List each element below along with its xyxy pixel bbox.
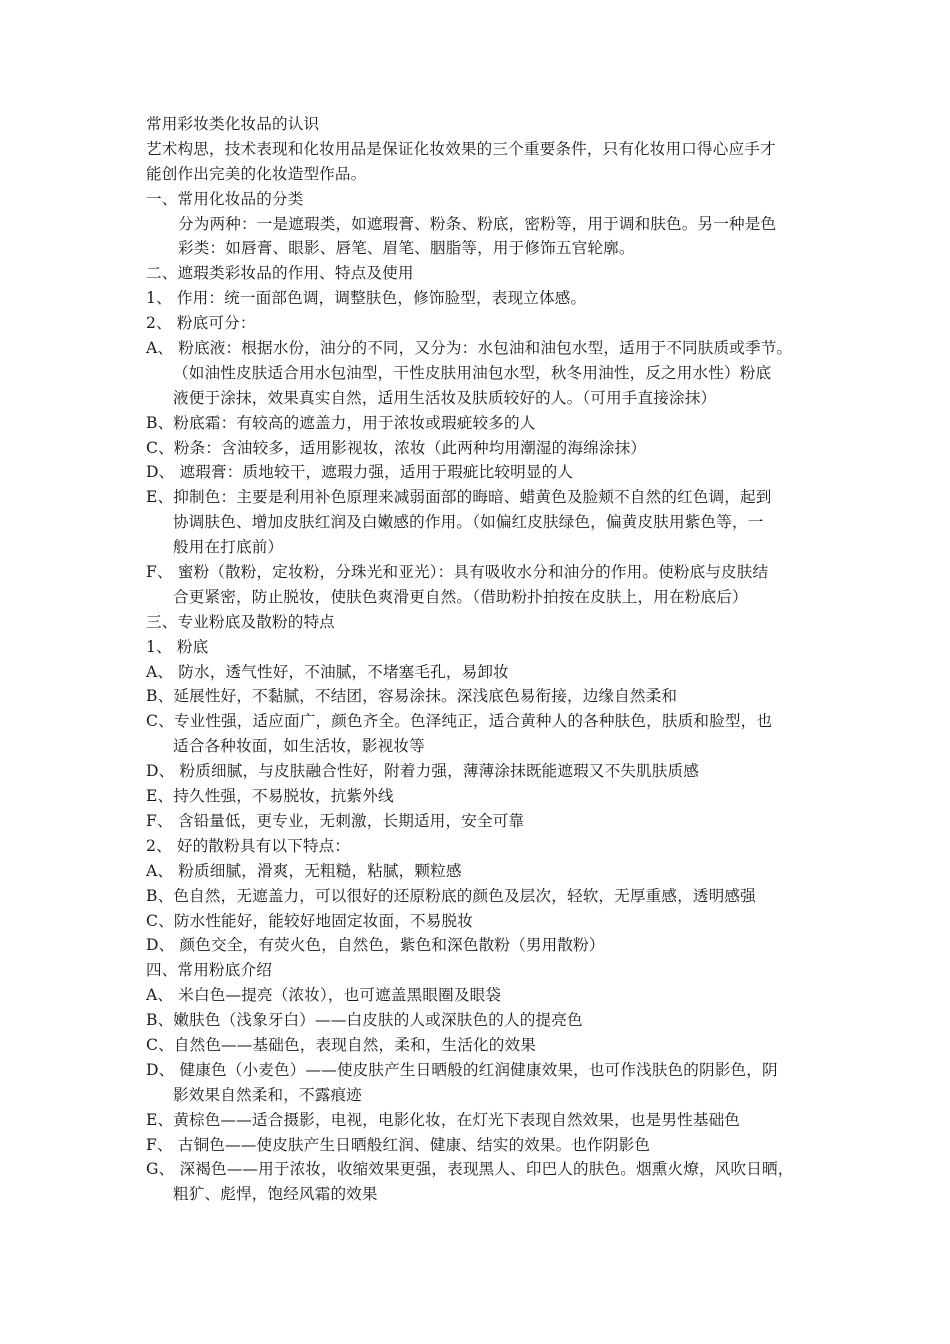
list-item: B、延展性好，不黏腻，不结团，容易涂抹。深浅底色易衔接，边缘自然柔和 <box>146 687 678 706</box>
list-item: 1、 作用：统一面部色调，调整肤色，修饰脸型，表现立体感。 <box>146 289 587 308</box>
list-item-continuation: （如油性皮肤适合用水包油型，干性皮肤用油包水型，秋冬用油性，反之用水性）粉底 <box>173 363 772 382</box>
list-item: B、嫩肤色（浅象牙白）——白皮肤的人或深肤色的人的提亮色 <box>146 1011 583 1030</box>
list-item-continuation: 般用在打底前） <box>173 538 284 557</box>
list-item: A、 防水，透气性好，不油腻，不堵塞毛孔，易卸妆 <box>146 662 509 681</box>
list-item: 2、 粉底可分： <box>146 314 256 333</box>
section-heading-3: 三、专业粉底及散粉的特点 <box>146 612 335 631</box>
list-item: B、色自然，无遮盖力，可以很好的还原粉底的颜色及层次，轻软，无厚重感，透明感强 <box>146 886 756 905</box>
list-item: E、抑制色：主要是利用补色原理来减弱面部的晦暗、蜡黄色及脸颊不自然的红色调，起到 <box>146 488 772 507</box>
section-heading-1: 一、常用化妆品的分类 <box>146 189 304 208</box>
list-item: C、自然色——基础色，表现自然，柔和，生活化的效果 <box>146 1035 536 1054</box>
list-item: A、 米白色—提亮（浓妆），也可遮盖黑眼圈及眼袋 <box>146 986 502 1005</box>
document-title: 常用彩妆类化妆品的认识 <box>146 115 320 133</box>
section-heading-4: 四、常用粉底介绍 <box>146 961 272 980</box>
list-item: 2、 好的散粉具有以下特点： <box>146 836 351 855</box>
list-item: A、 粉质细腻，滑爽，无粗糙，粘腻，颗粒感 <box>146 861 462 880</box>
list-item: D、 颜色交全，有荧火色，自然色，紫色和深色散粉（男用散粉） <box>146 936 605 955</box>
list-item: D、 遮瑕膏：质地较干，遮瑕力强，适用于瑕疵比较明显的人 <box>146 463 574 482</box>
list-item-continuation: 协调肤色、增加皮肤红润及白嫩感的作用。（如偏红皮肤绿色，偏黄皮肤用紫色等，一 <box>173 513 764 532</box>
list-item: D、 健康色（小麦色）——使皮肤产生日晒般的红润健康效果，也可作浅肤色的阴影色，阴 <box>146 1060 778 1079</box>
list-item-continuation: 合更紧密，防止脱妆，使肤色爽滑更自然。（借助粉扑拍按在皮肤上，用在粉底后） <box>173 587 748 606</box>
list-item: C、专业性强，适应面广，颜色齐全。色泽纯正，适合黄种人的各种肤色，肤质和脸型，也 <box>146 712 773 731</box>
section-heading-2: 二、遮瑕类彩妆品的作用、特点及使用 <box>146 264 414 283</box>
intro-paragraph-line: 能创作出完美的化妆造型作品。 <box>146 164 367 183</box>
list-item: D、 粉质细腻，与皮肤融合性好，附着力强，薄薄涂抹既能遮瑕又不失肌肤质感 <box>146 762 700 781</box>
intro-paragraph-line: 艺术构思，技术表现和化妆用品是保证化妆效果的三个重要条件，只有化妆用口得心应手才 <box>146 139 776 158</box>
list-item: F、 古铜色——使皮肤产生日晒般红润、健康、结实的效果。也作阴影色 <box>146 1135 651 1154</box>
list-item-continuation: 影效果自然柔和，不露痕迹 <box>173 1085 362 1104</box>
list-item: A、 粉底液：根据水份，油分的不同，又分为：水包油和油包水型，适用于不同肤质或季节。 <box>146 339 793 358</box>
list-item: F、 含铅量低，更专业，无刺激，长期适用，安全可靠 <box>146 811 525 830</box>
list-item: C、防水性能好，能较好地固定妆面，不易脱妆 <box>146 911 473 930</box>
list-item: 1、 粉底 <box>146 637 209 656</box>
list-item-continuation: 液便于涂抹，效果真实自然，适用生活妆及肤质较好的人。（可用手直接涂抹） <box>173 388 717 407</box>
list-item: B、粉底霜：有较高的遮盖力，用于浓妆或瑕疵较多的人 <box>146 413 536 432</box>
list-item: F、 蜜粉（散粉，定妆粉，分珠光和亚光）：具有吸收水分和油分的作用。使粉底与皮肤结 <box>146 563 769 582</box>
list-item: E、黄棕色——适合摄影，电视，电影化妆，在灯光下表现自然效果，也是男性基础色 <box>146 1110 741 1129</box>
list-item: C、粉条：含油较多，适用影视妆，浓妆（此两种均用潮湿的海绵涂抹） <box>146 438 647 457</box>
list-item-continuation: 粗犷、彪悍，饱经风霜的效果 <box>173 1185 378 1204</box>
list-item: G、 深褐色——用于浓妆，收缩效果更强，表现黑人、印巴人的肤色。烟熏火燎，风吹日晒， <box>146 1160 794 1179</box>
list-item: E、持久性强，不易脱妆，抗紫外线 <box>146 787 394 806</box>
paragraph-line: 彩类：如唇膏、眼影、唇笔、眉笔、胭脂等，用于修饰五官轮廓。 <box>178 239 635 258</box>
list-item-continuation: 适合各种妆面，如生活妆，影视妆等 <box>173 737 425 756</box>
paragraph-line: 分为两种：一是遮瑕类，如遮瑕膏、粉条、粉底，密粉等，用于调和肤色。另一种是色 <box>178 214 777 233</box>
